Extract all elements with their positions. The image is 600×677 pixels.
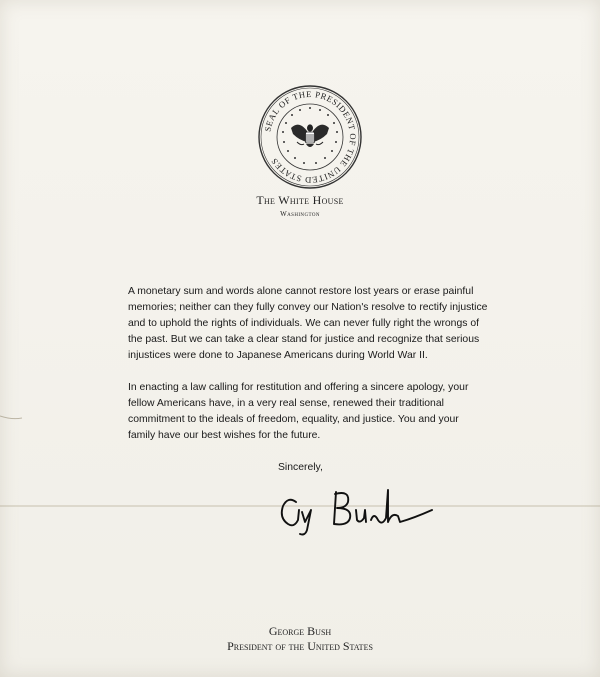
letter-closing: Sincerely, [278, 462, 323, 473]
letterhead-title: The White House [256, 193, 344, 207]
handwritten-signature [274, 480, 444, 538]
seal-ring-text: SEAL OF THE PRESIDENT OF THE UNITED STATES [262, 88, 359, 186]
letterhead-subtitle: Washington [280, 210, 320, 218]
signer-title: President of the United States [227, 639, 373, 653]
signer-name: George Bush [268, 624, 332, 638]
letter-body [128, 284, 488, 460]
eagle-icon [291, 124, 329, 147]
presidential-seal [257, 84, 363, 190]
letter-paragraph-1: A monetary sum and words alone cannot restore lost years or erase painful memories; neither can they fully convey our Nation's resolve to rectify injustice and to uphold the rights of individuals. We can never fully right the wrongs of the past. But we can take a clear stand for justice and recognize that serious injustices were done to Japanese Americans during World War II. [128, 286, 488, 361]
letter-paragraph-2: In enacting a law calling for restitution and offering a sincere apology, your fellow Americans have, in a very real sense, renewed their traditional commitment to the ideals of freedom, equality, and justice. You and your family have our best wishes for the future. [128, 382, 469, 441]
